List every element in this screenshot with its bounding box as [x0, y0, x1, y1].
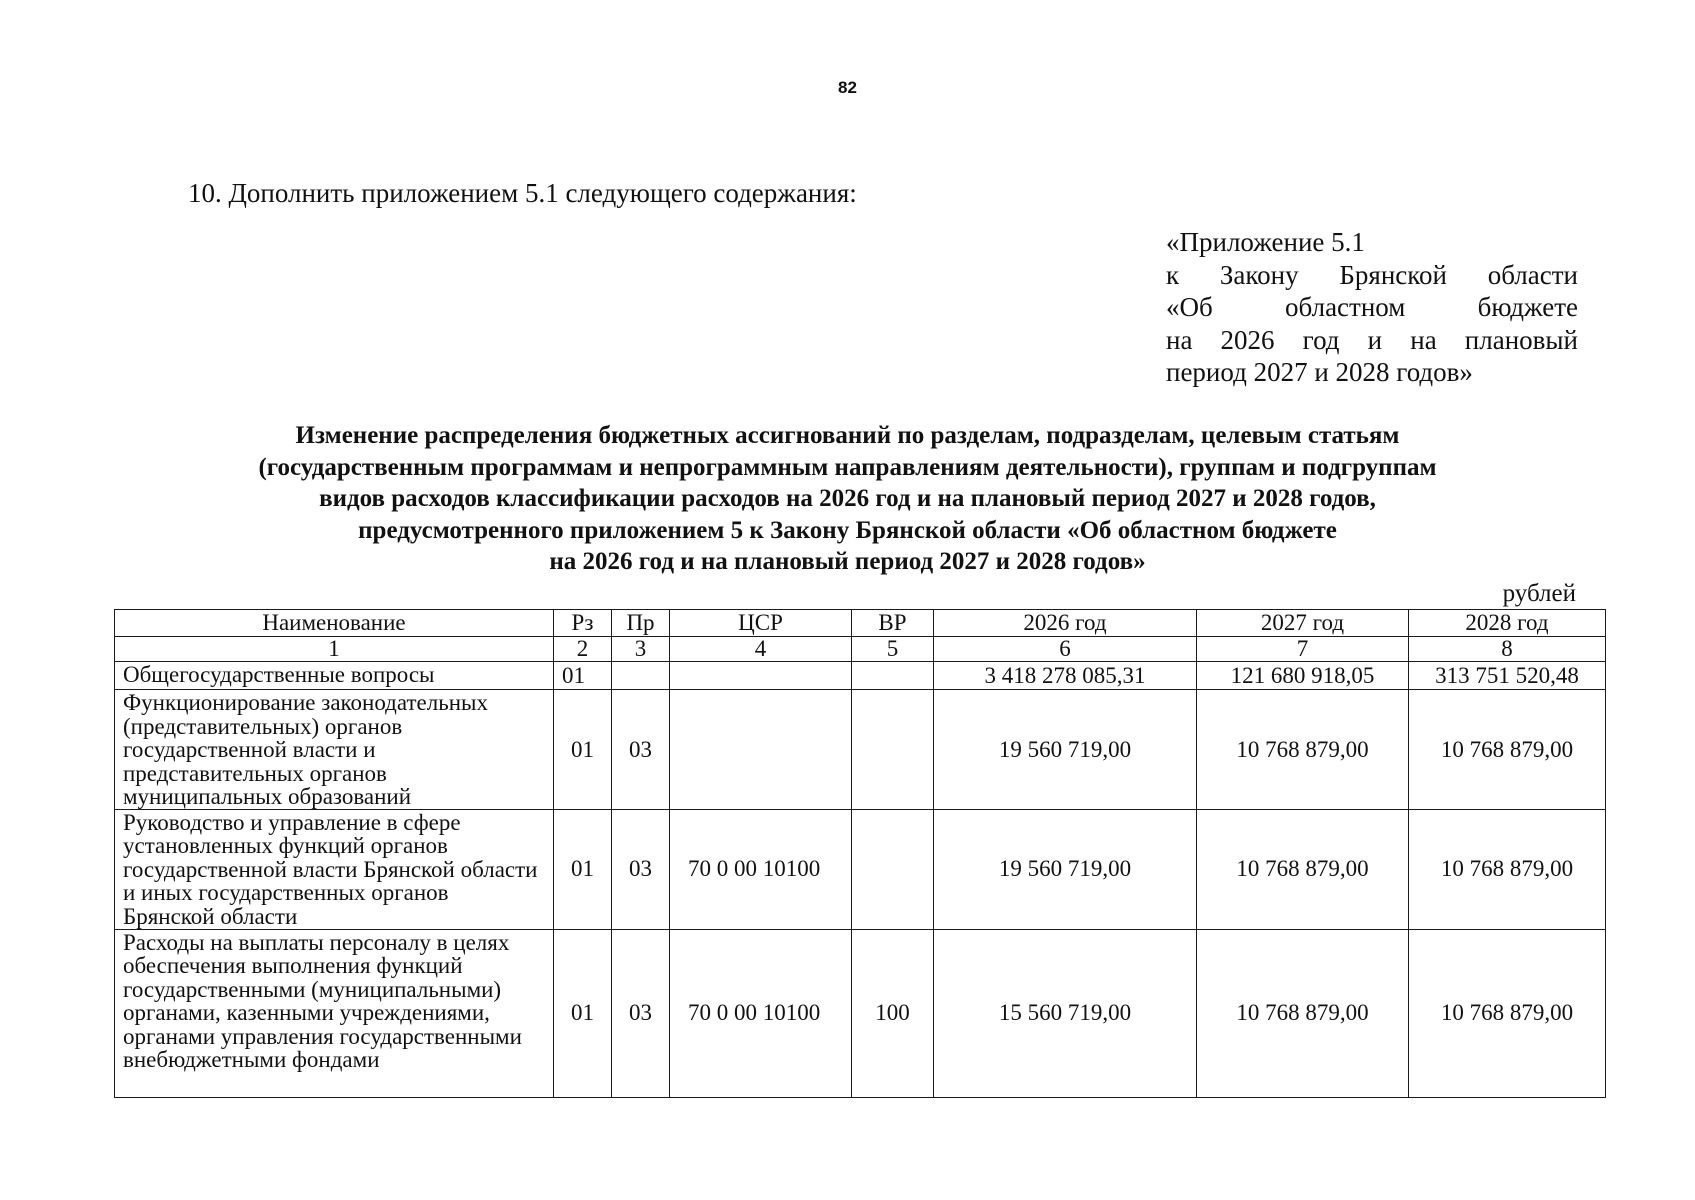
row-2028: 10 768 879,00 [1409, 809, 1606, 929]
row-name: Руководство и управление в сфере установленных функций органов государственной власти Брянской области и иных государственных органов Брянской области [115, 809, 554, 929]
column-number: 2 [554, 637, 612, 662]
row-pr [612, 662, 670, 690]
row-name: Функционирование законодательных (представительных) органов государственной власти и представительных органов муниципальных образований [115, 690, 554, 810]
column-number: 5 [852, 637, 934, 662]
row-csr [670, 690, 852, 810]
row-pr: 03 [612, 690, 670, 810]
row-vr [852, 662, 934, 690]
column-number: 7 [1197, 637, 1409, 662]
row-pr: 03 [612, 809, 670, 929]
header-rz: Рз [554, 610, 612, 637]
row-rz: 01 [554, 929, 612, 1097]
units-label: рублей [1502, 580, 1576, 607]
table-row [115, 929, 1606, 1097]
row-rz: 01 [554, 662, 612, 690]
row-2026: 19 560 719,00 [934, 809, 1197, 929]
document-title [180, 420, 1515, 578]
row-2027: 10 768 879,00 [1197, 929, 1409, 1097]
appendix-line: на 2026 год и на плановый [1166, 324, 1578, 355]
row-vr [852, 690, 934, 810]
title-line: видов расходов классификации расходов на 2026 год и на плановый период 2027 и 2028 годов, [319, 485, 1376, 512]
budget-table [114, 609, 1606, 1098]
row-name: Расходы на выплаты персоналу в целях обеспечения выполнения функций государственными (муниципальными) органами, казенными учреждениями, органами управления государственными внебюджетными фондами [115, 929, 554, 1097]
row-csr: 70 0 00 10100 [670, 809, 852, 929]
row-2026: 3 418 278 085,31 [934, 662, 1197, 690]
row-csr [670, 662, 852, 690]
column-number: 3 [612, 637, 670, 662]
table-row [115, 662, 1606, 690]
row-2026: 19 560 719,00 [934, 690, 1197, 810]
table-header-row [115, 610, 1606, 637]
row-2027: 10 768 879,00 [1197, 690, 1409, 810]
header-2027: 2027 год [1197, 610, 1409, 637]
column-number-row [115, 637, 1606, 662]
header-name: Наименование [115, 610, 554, 637]
column-number: 4 [670, 637, 852, 662]
title-line: (государственным программам и непрограммным направлениям деятельности), группам и подгруппам [258, 453, 1437, 481]
row-2028: 10 768 879,00 [1409, 690, 1606, 810]
header-2026: 2026 год [934, 610, 1197, 637]
column-number: 1 [115, 637, 554, 662]
title-line: предусмотренного приложением 5 к Закону Брянской области «Об областном бюджете [358, 516, 1337, 544]
row-2028: 313 751 520,48 [1409, 662, 1606, 690]
appendix-line: к Закону Брянской области [1166, 259, 1578, 290]
page-number: 82 [838, 78, 857, 97]
column-number: 8 [1409, 637, 1606, 662]
header-2028: 2028 год [1409, 610, 1606, 637]
row-csr: 70 0 00 10100 [670, 929, 852, 1097]
row-pr: 03 [612, 929, 670, 1097]
row-rz: 01 [554, 809, 612, 929]
row-vr [852, 809, 934, 929]
table-row [115, 690, 1606, 810]
row-2028: 10 768 879,00 [1409, 929, 1606, 1097]
header-csr: ЦСР [670, 610, 852, 637]
header-pr: Пр [612, 610, 670, 637]
title-line: на 2026 год и на плановый период 2027 и 2028 годов» [549, 548, 1146, 575]
column-number: 6 [934, 637, 1197, 662]
appendix-reference [1166, 226, 1578, 389]
table-row [115, 809, 1606, 929]
row-2027: 10 768 879,00 [1197, 809, 1409, 929]
appendix-line: период 2027 и 2028 годов» [1166, 357, 1473, 387]
intro-paragraph: 10. Дополнить приложением 5.1 следующего содержания: [188, 178, 857, 208]
row-name: Общегосударственные вопросы [115, 662, 554, 690]
row-2026: 15 560 719,00 [934, 929, 1197, 1097]
appendix-line: «Об областном бюджете [1166, 292, 1578, 322]
appendix-line: «Приложение 5.1 [1166, 227, 1365, 257]
header-vr: ВР [852, 610, 934, 637]
row-vr: 100 [852, 929, 934, 1097]
row-rz: 01 [554, 690, 612, 810]
title-line: Изменение распределения бюджетных ассигнований по разделам, подразделам, целевым статьям [295, 422, 1400, 449]
row-2027: 121 680 918,05 [1197, 662, 1409, 690]
